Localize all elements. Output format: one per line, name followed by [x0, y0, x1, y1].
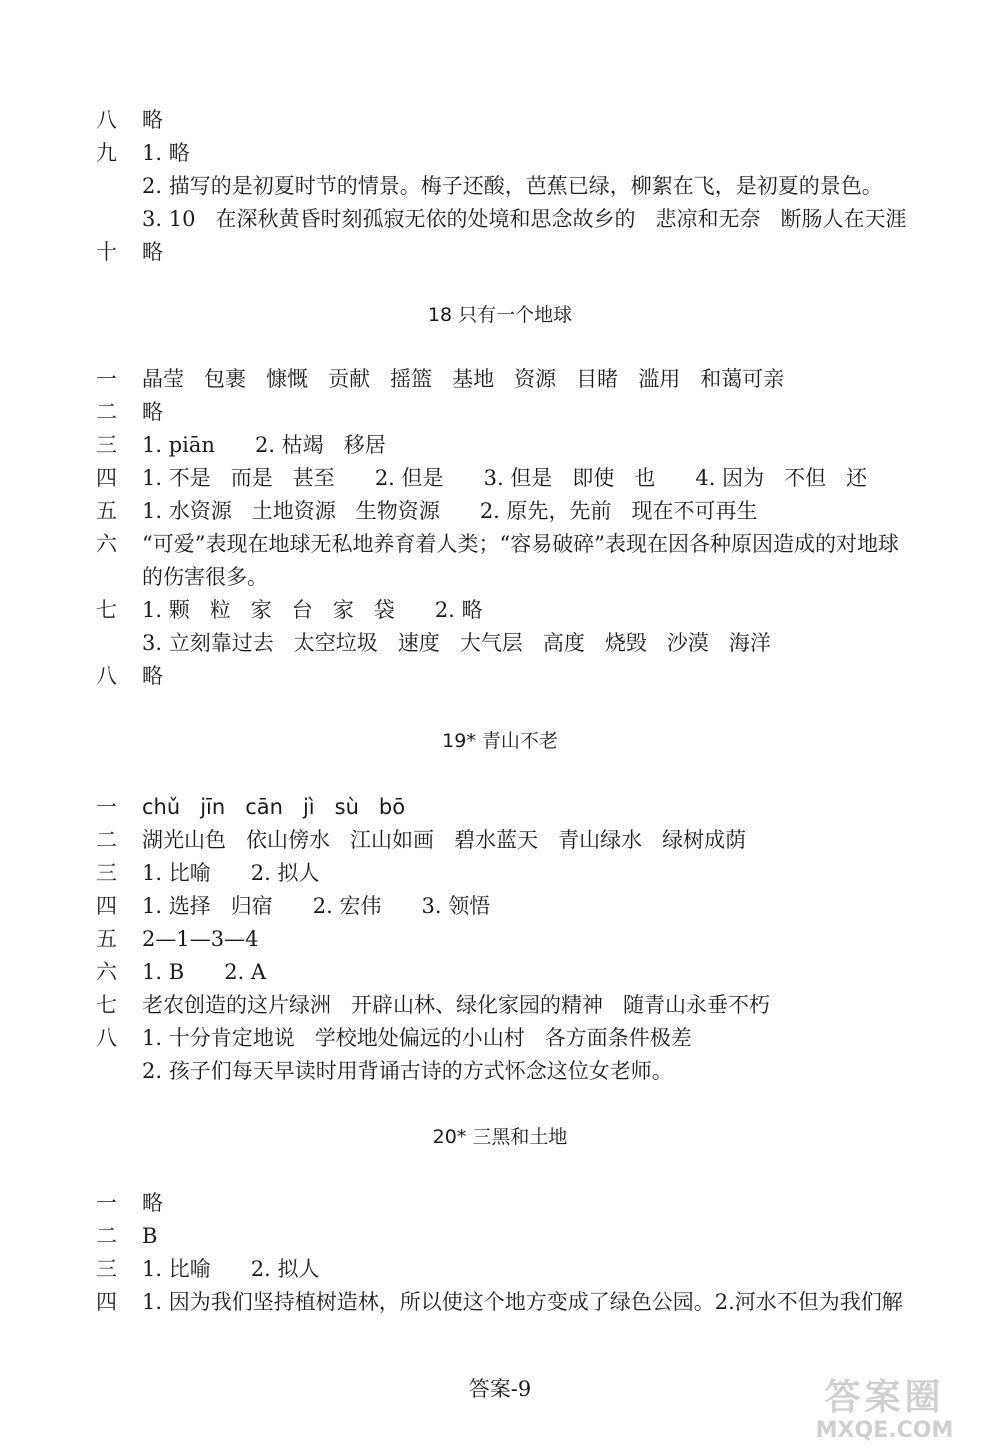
answer-line	[96, 1022, 940, 1054]
answer-line	[96, 462, 940, 494]
answer-line	[96, 660, 940, 692]
section-title: 18 只有一个地球	[427, 304, 573, 326]
answer-text: 2. 描写的是初夏时节的情景。梅子还酸，芭蕉已绿，柳絮在飞，是初夏的景色。	[142, 174, 883, 198]
answer-line	[96, 429, 940, 461]
item-number: 四	[96, 466, 117, 490]
item-number: 四	[96, 1290, 117, 1314]
section-title: 19* 青山不老	[442, 730, 558, 752]
answer-text: 1. 颗 粒 家 台 家 袋 2. 略	[142, 598, 483, 622]
item-number: 七	[96, 598, 117, 622]
answer-line	[142, 561, 940, 593]
answer-line	[96, 236, 940, 268]
answer-text: 晶莹 包裹 慷慨 贡献 摇篮 基地 资源 目睹 滥用 和蔼可亲	[142, 367, 785, 391]
answer-text: 1. 十分肯定地说 学校地处偏远的小山村 各方面条件极差	[142, 1026, 692, 1050]
answer-text: 1. 水资源 土地资源 生物资源 2. 原先，先前 现在不可再生	[142, 499, 758, 523]
answer-text: 略	[142, 400, 163, 424]
answer-text: 1. 因为我们坚持植树造林，所以使这个地方变成了绿色公园。2.河水不但为我们解	[142, 1290, 903, 1314]
answer-line	[96, 363, 940, 395]
item-number: 二	[96, 400, 117, 424]
answer-line	[96, 594, 940, 626]
item-number: 三	[96, 1257, 117, 1281]
item-number: 八	[96, 1026, 117, 1050]
answer-text: 老农创造的这片绿洲 开辟山林、绿化家园的精神 随青山永垂不朽	[142, 993, 771, 1017]
answer-text: 略	[142, 1191, 163, 1215]
page-number: 答案-9	[468, 1377, 532, 1401]
answer-line	[96, 1286, 940, 1318]
item-number: 一	[96, 367, 117, 391]
answer-text: 略	[142, 240, 163, 264]
answer-line	[96, 791, 940, 823]
answer-line	[96, 528, 940, 560]
answer-line	[142, 627, 940, 659]
item-number: 三	[96, 433, 117, 457]
answer-line	[96, 137, 940, 169]
answer-line	[142, 1055, 940, 1087]
answer-line	[96, 1220, 940, 1252]
answer-line	[96, 396, 940, 428]
answer-text: 1. 不是 而是 甚至 2. 但是 3. 但是 即使 也 4. 因为 不但 还	[142, 466, 868, 490]
item-number: 一	[96, 795, 117, 819]
item-number: 七	[96, 993, 117, 1017]
answer-line	[96, 989, 940, 1021]
section-title: 20* 三黑和土地	[432, 1126, 568, 1148]
answer-text: 1. piān 2. 枯竭 移居	[142, 433, 386, 457]
answer-text: 湖光山色 依山傍水 江山如画 碧水蓝天 青山绿水 绿树成荫	[142, 828, 747, 852]
answer-text: 2—1—3—4	[142, 927, 259, 951]
item-number: 六	[96, 960, 117, 984]
item-number: 九	[96, 141, 117, 165]
item-number: 一	[96, 1191, 117, 1215]
answer-text: 2. 孩子们每天早读时用背诵古诗的方式怀念这位女老师。	[142, 1059, 673, 1083]
answer-line	[142, 203, 940, 235]
answer-text: “可爱”表现在地球无私地养育着人类；“容易破碎”表现在因各种原因造成的对地球	[142, 532, 899, 556]
answer-text: 1. 比喻 2. 拟人	[142, 1257, 320, 1281]
answer-text: 3. 10 在深秋黄昏时刻孤寂无依的处境和思念故乡的 悲凉和无奈 断肠人在天涯	[142, 207, 907, 231]
watermark-logo	[797, 1378, 972, 1448]
answer-text: 1. 选择 归宿 2. 宏伟 3. 领悟	[142, 894, 491, 918]
answer-text: 1. 比喻 2. 拟人	[142, 861, 320, 885]
item-number: 十	[96, 240, 117, 264]
item-number: 五	[96, 499, 117, 523]
answer-line	[96, 956, 940, 988]
answer-line	[96, 890, 940, 922]
item-number: 五	[96, 927, 117, 951]
answer-text: chǔ jīn cān jì sù bō	[142, 795, 406, 819]
answer-text: 3. 立刻靠过去 太空垃圾 速度 大气层 高度 烧毁 沙漠 海洋	[142, 631, 771, 655]
answer-text: B	[142, 1224, 158, 1248]
item-number: 八	[96, 108, 117, 132]
answer-line	[96, 104, 940, 136]
answer-text: 略	[142, 108, 163, 132]
item-number: 四	[96, 894, 117, 918]
item-number: 八	[96, 664, 117, 688]
answer-text: 1. 略	[142, 141, 190, 165]
answer-line	[96, 824, 940, 856]
answer-line	[96, 1253, 940, 1285]
item-number: 六	[96, 532, 117, 556]
answer-text: 的伤害很多。	[142, 565, 268, 589]
answer-line	[96, 857, 940, 889]
watermark-text: 答案圈	[824, 1377, 945, 1418]
answer-line	[142, 170, 940, 202]
answer-line	[96, 923, 940, 955]
answer-text: 1. B 2. A	[142, 960, 267, 984]
watermark-url: MXQE.COM	[815, 1418, 954, 1443]
item-number: 二	[96, 1224, 117, 1248]
answer-line	[96, 1187, 940, 1219]
answer-line	[96, 495, 940, 527]
item-number: 二	[96, 828, 117, 852]
item-number: 三	[96, 861, 117, 885]
answer-text: 略	[142, 664, 163, 688]
